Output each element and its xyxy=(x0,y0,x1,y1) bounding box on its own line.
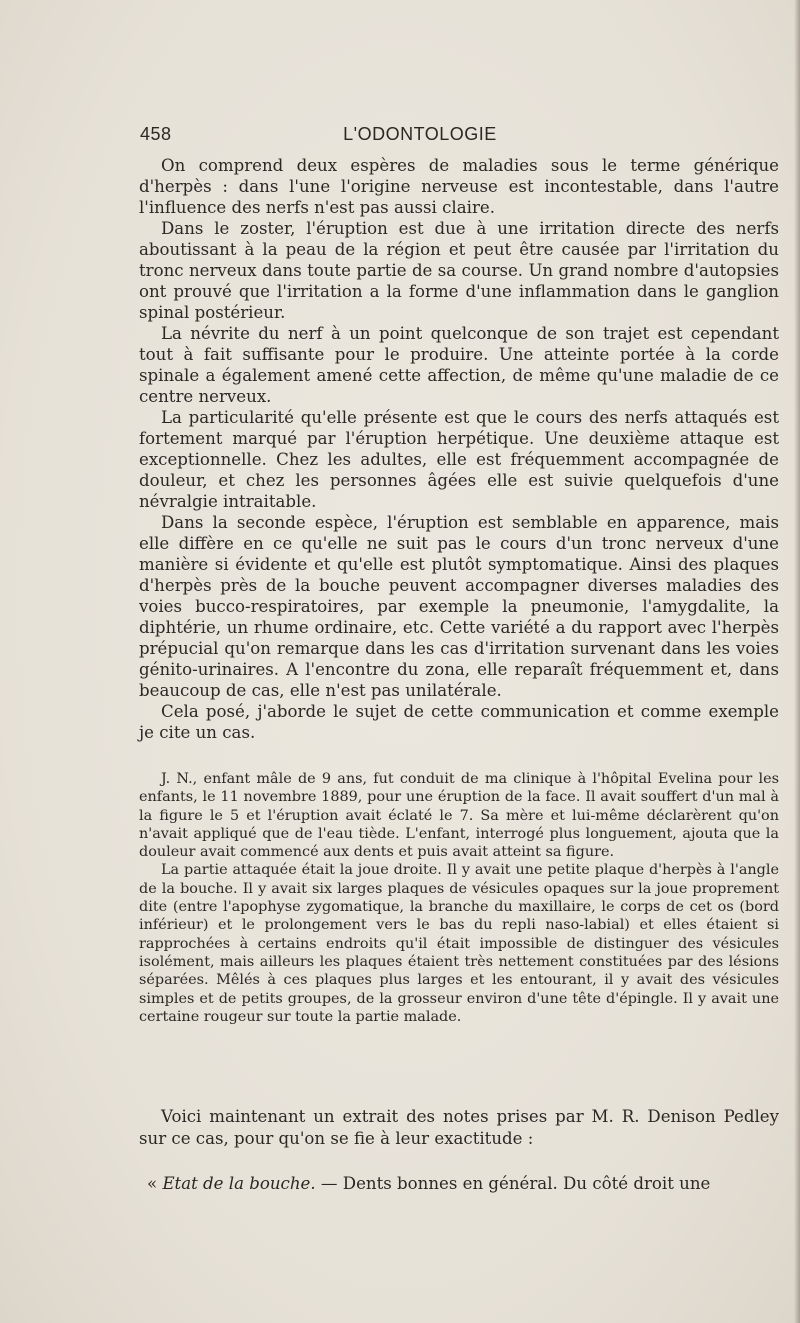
case-note: La partie attaquée était la joue droite. Il y avait une petite plaque d'herpès à l'angle de la bouche. Il y avait six larges plaques de vésicules opaques sur la joue proprement dite (entre l'apophyse zygomatique, la branche du maxillaire, le corps de cet os (bord inférieur) et le prolongement vers le bas du repli naso-labial) et elles étaient si rapprochées à certains endroits qu'il était impossible de distinguer des vésicules isolément, mais ailleurs les plaques étaient très nettement constituées par des lésions séparées. Mêlés à ces plaques plus larges et les entourant, il y avait des vésicules simples et de petits groupes, de la grosseur environ d'une tête d'épingle. Il y avait une certaine rougeur sur toute la partie malade. xyxy=(139,862,779,1025)
page-header xyxy=(140,124,700,148)
quote-open-mark: « xyxy=(147,1173,158,1193)
case-note: J. N., enfant mâle de 9 ans, fut conduit de ma clinique à l'hôpital Evelina pour les enfants, le 11 novembre 1889, pour une éruption de la face. Il avait souffert d'un mal à la figure le 5 et l'éruption avait éclaté le 7. Sa mère et lui-même déclarèrent qu'on n'avait appliqué que de l'eau tiède. L'enfant, interrogé plus longuement, ajouta que la douleur avait commencé aux dents et puis avait atteint sa figure. xyxy=(139,771,779,861)
quote-text: — Dents bonnes en général. Du côté droit une xyxy=(320,1173,711,1193)
paragraph: Dans la seconde espèce, l'éruption est semblable en apparence, mais elle diffère en ce qu'elle ne suit pas le cours d'un tronc nerveux d'une manière si évidente et qu'elle est plutôt symptomatique. Ainsi des plaques d'herpès près de la bouche peuvent accompagner diverses maladies des voies bucco-respiratoires, par exemple la pneumonie, l'amygdalite, la diphtérie, un rhume ordinaire, etc. Cette variété a du rapport avec l'herpès prépucial qu'on remarque dans les cas d'irritation survenant dans les voies génito-urinaires. A l'encontre du zona, elle reparaît fréquemment et, dans beaucoup de cas, elle n'est pas unilatérale. xyxy=(139,513,779,700)
page-number: 458 xyxy=(140,124,172,144)
case-notes xyxy=(139,770,779,1026)
paragraph: La particularité qu'elle présente est que le cours des nerfs attaqués est fortement marqué par l'éruption herpétique. Une deuxième attaque est exceptionnelle. Chez les adultes, elle est fréquemment accompagnée de douleur, et chez les personnes âgées elle est suivie quelquefois d'une névralgie intraitable. xyxy=(139,408,779,511)
quoted-note xyxy=(139,1173,779,1195)
closing-paragraph: Voici maintenant un extrait des notes prises par M. R. Denison Pedley sur ce cas, pour qu'on se fie à leur exactitude : xyxy=(139,1107,779,1148)
page-edge-shadow xyxy=(794,0,800,1323)
running-title: L'ODONTOLOGIE xyxy=(343,124,497,144)
paragraph: On comprend deux espères de maladies sous le terme générique d'herpès : dans l'une l'origine nerveuse est incontestable, dans l'autre l'influence des nerfs n'est pas aussi claire. xyxy=(139,156,779,217)
paragraph: Dans le zoster, l'éruption est due à une irritation directe des nerfs aboutissant à la peau de la région et peut être causée par l'irritation du tronc nerveux dans toute partie de sa course. Un grand nombre d'autopsies ont prouvé que l'irritation a la forme d'une inflammation dans le ganglion spinal postérieur. xyxy=(139,219,779,322)
paragraph: La névrite du nerf à un point quelconque de son trajet est cependant tout à fait suffisante pour le produire. Une atteinte portée à la corde spinale a également amené cette affection, de même qu'une maladie de ce centre nerveux. xyxy=(139,324,779,406)
quote-lead: Etat de la bouche. xyxy=(162,1173,316,1193)
main-text xyxy=(139,155,779,743)
paragraph: Cela posé, j'aborde le sujet de cette communication et comme exemple je cite un cas. xyxy=(139,702,779,742)
